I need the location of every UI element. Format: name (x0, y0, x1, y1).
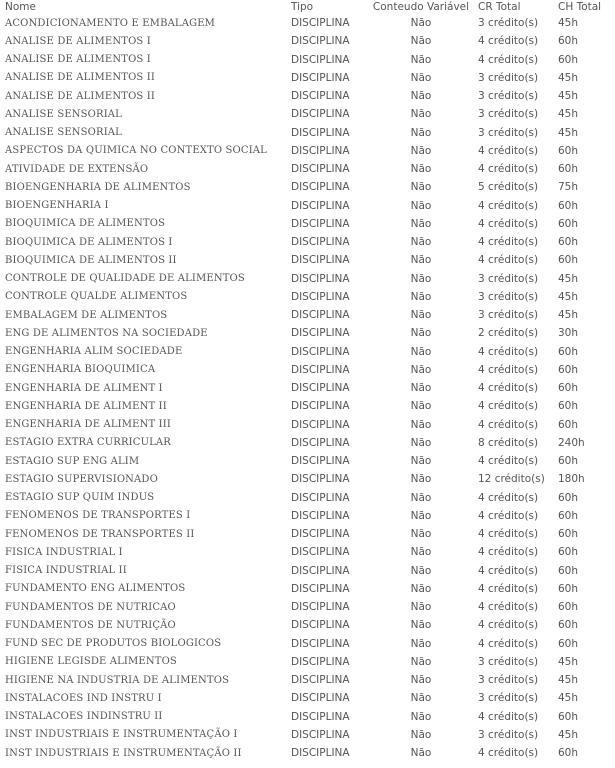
cell-conteudo-variavel: Não (410, 728, 432, 741)
cell-nome: FISICA INDUSTRIAL I (5, 546, 123, 558)
cell-conteudo-variavel: Não (410, 53, 432, 66)
cell-ch-total: 60h (558, 53, 579, 66)
cell-nome: ANALISE DE ALIMENTOS I (5, 35, 151, 47)
table-row (0, 160, 615, 178)
table-row (0, 708, 615, 726)
cell-cr-total: 3 crédito(s) (478, 309, 539, 322)
cell-conteudo-variavel: Não (410, 254, 432, 267)
cell-nome: ACONDICIONAMENTO E EMBALAGEM (5, 17, 216, 29)
cell-tipo: DISCIPLINA (291, 546, 350, 559)
cell-ch-total: 45h (558, 17, 579, 30)
cell-cr-total: 4 crédito(s) (478, 199, 539, 212)
cell-cr-total: 3 crédito(s) (478, 71, 539, 84)
cell-cr-total: 3 crédito(s) (478, 655, 539, 668)
cell-tipo: DISCIPLINA (291, 418, 350, 431)
cell-cr-total: 4 crédito(s) (478, 236, 539, 249)
cell-ch-total: 60h (558, 747, 579, 760)
table-row (0, 288, 615, 306)
cell-cr-total: 4 crédito(s) (478, 400, 539, 413)
cell-cr-total: 3 crédito(s) (478, 108, 539, 121)
cell-tipo: DISCIPLINA (291, 473, 350, 486)
cell-ch-total: 60h (558, 345, 579, 358)
cell-nome: FENOMENOS DE TRANSPORTES I (5, 510, 191, 522)
cell-cr-total: 4 crédito(s) (478, 163, 539, 176)
cell-tipo: DISCIPLINA (291, 455, 350, 468)
cell-ch-total: 45h (558, 126, 579, 139)
cell-conteudo-variavel: Não (410, 655, 432, 668)
column-header-cr-total: CR Total (478, 1, 521, 13)
cell-nome: BIOQUIMICA DE ALIMENTOS I (5, 236, 173, 248)
cell-conteudo-variavel: Não (410, 71, 432, 84)
table-row (0, 452, 615, 470)
cell-nome: FENOMENOS DE TRANSPORTES II (5, 528, 195, 540)
cell-conteudo-variavel: Não (410, 455, 432, 468)
table-row (0, 105, 615, 123)
cell-cr-total: 4 crédito(s) (478, 710, 539, 723)
cell-nome: BIOENGENHARIA I (5, 200, 109, 212)
cell-conteudo-variavel: Não (410, 509, 432, 522)
cell-tipo: DISCIPLINA (291, 582, 350, 595)
cell-tipo: DISCIPLINA (291, 163, 350, 176)
cell-nome: ENGENHARIA BIOQUIMICA (5, 364, 156, 376)
cell-nome: EMBALAGEM DE ALIMENTOS (5, 309, 168, 321)
table-header-row (0, 0, 615, 14)
cell-tipo: DISCIPLINA (291, 254, 350, 267)
cell-cr-total: 3 crédito(s) (478, 692, 539, 705)
cell-tipo: DISCIPLINA (291, 199, 350, 212)
cell-conteudo-variavel: Não (410, 747, 432, 760)
table-row (0, 744, 615, 762)
cell-tipo: DISCIPLINA (291, 382, 350, 395)
table-row (0, 689, 615, 707)
cell-conteudo-variavel: Não (410, 491, 432, 504)
cell-conteudo-variavel: Não (410, 199, 432, 212)
cell-cr-total: 8 crédito(s) (478, 436, 539, 449)
cell-nome: ANALISE DE ALIMENTOS I (5, 54, 151, 66)
cell-ch-total: 45h (558, 728, 579, 741)
cell-cr-total: 3 crédito(s) (478, 674, 539, 687)
table-row (0, 726, 615, 744)
cell-nome: BIOQUIMICA DE ALIMENTOS (5, 218, 166, 230)
table-row (0, 324, 615, 342)
cell-ch-total: 60h (558, 236, 579, 249)
cell-cr-total: 3 crédito(s) (478, 17, 539, 30)
cell-cr-total: 4 crédito(s) (478, 564, 539, 577)
cell-cr-total: 4 crédito(s) (478, 382, 539, 395)
cell-conteudo-variavel: Não (410, 528, 432, 541)
cell-ch-total: 45h (558, 692, 579, 705)
cell-cr-total: 4 crédito(s) (478, 601, 539, 614)
cell-tipo: DISCIPLINA (291, 345, 350, 358)
cell-ch-total: 60h (558, 400, 579, 413)
cell-ch-total: 60h (558, 35, 579, 48)
cell-ch-total: 45h (558, 309, 579, 322)
table-row (0, 14, 615, 32)
table-row (0, 507, 615, 525)
cell-conteudo-variavel: Não (410, 692, 432, 705)
cell-conteudo-variavel: Não (410, 35, 432, 48)
table-row (0, 197, 615, 215)
cell-nome: ANALISE SENSORIAL (5, 127, 122, 139)
table-row (0, 87, 615, 105)
column-header-tipo: Tipo (291, 1, 314, 13)
cell-nome: FUND SEC DE PRODUTOS BIOLOGICOS (5, 638, 222, 650)
cell-conteudo-variavel: Não (410, 436, 432, 449)
cell-tipo: DISCIPLINA (291, 601, 350, 614)
cell-nome: INSTALACOES IND INSTRU I (5, 692, 162, 704)
cell-nome: ANALISE DE ALIMENTOS II (5, 72, 155, 84)
cell-cr-total: 4 crédito(s) (478, 35, 539, 48)
cell-nome: ASPECTOS DA QUIMICA NO CONTEXTO SOCIAL (5, 145, 267, 157)
table-row (0, 470, 615, 488)
column-header-nome: Nome (5, 1, 36, 13)
cell-conteudo-variavel: Não (410, 345, 432, 358)
cell-tipo: DISCIPLINA (291, 309, 350, 322)
cell-nome: ENGENHARIA ALIM SOCIEDADE (5, 346, 183, 358)
cell-cr-total: 3 crédito(s) (478, 272, 539, 285)
cell-cr-total: 4 crédito(s) (478, 491, 539, 504)
cell-ch-total: 30h (558, 327, 579, 340)
cell-ch-total: 60h (558, 582, 579, 595)
table-row (0, 525, 615, 543)
cell-conteudo-variavel: Não (410, 290, 432, 303)
table-body (0, 14, 615, 762)
cell-nome: HIGIENE LEGISDE ALIMENTOS (5, 656, 177, 668)
cell-conteudo-variavel: Não (410, 17, 432, 30)
cell-nome: ESTAGIO SUP QUIM INDUS (5, 492, 155, 504)
table-row (0, 69, 615, 87)
cell-tipo: DISCIPLINA (291, 564, 350, 577)
cell-ch-total: 60h (558, 217, 579, 230)
cell-ch-total: 45h (558, 674, 579, 687)
cell-ch-total: 60h (558, 509, 579, 522)
cell-ch-total: 60h (558, 710, 579, 723)
cell-conteudo-variavel: Não (410, 400, 432, 413)
table-row (0, 306, 615, 324)
cell-cr-total: 12 crédito(s) (478, 473, 545, 486)
cell-ch-total: 60h (558, 144, 579, 157)
cell-conteudo-variavel: Não (410, 637, 432, 650)
cell-ch-total: 60h (558, 619, 579, 632)
cell-conteudo-variavel: Não (410, 619, 432, 632)
cell-ch-total: 60h (558, 546, 579, 559)
table-row (0, 124, 615, 142)
cell-tipo: DISCIPLINA (291, 90, 350, 103)
cell-ch-total: 240h (558, 436, 585, 449)
cell-cr-total: 4 crédito(s) (478, 53, 539, 66)
cell-ch-total: 60h (558, 637, 579, 650)
cell-ch-total: 60h (558, 564, 579, 577)
table-row (0, 397, 615, 415)
cell-conteudo-variavel: Não (410, 601, 432, 614)
cell-tipo: DISCIPLINA (291, 363, 350, 376)
cell-tipo: DISCIPLINA (291, 710, 350, 723)
cell-nome: FUNDAMENTOS DE NUTRIÇÃO (5, 619, 176, 631)
cell-conteudo-variavel: Não (410, 163, 432, 176)
cell-tipo: DISCIPLINA (291, 728, 350, 741)
cell-tipo: DISCIPLINA (291, 217, 350, 230)
cell-nome: CONTROLE QUALDE ALIMENTOS (5, 291, 188, 303)
cell-cr-total: 4 crédito(s) (478, 509, 539, 522)
table-row (0, 562, 615, 580)
cell-tipo: DISCIPLINA (291, 144, 350, 157)
cell-conteudo-variavel: Não (410, 674, 432, 687)
cell-nome: HIGIENE NA INDUSTRIA DE ALIMENTOS (5, 674, 230, 686)
cell-ch-total: 60h (558, 254, 579, 267)
table-row (0, 270, 615, 288)
table-row (0, 489, 615, 507)
cell-nome: ENG DE ALIMENTOS NA SOCIEDADE (5, 327, 208, 339)
column-header-ch-total: CH Total (558, 1, 602, 13)
cell-tipo: DISCIPLINA (291, 619, 350, 632)
cell-conteudo-variavel: Não (410, 272, 432, 285)
cell-cr-total: 4 crédito(s) (478, 418, 539, 431)
cell-tipo: DISCIPLINA (291, 181, 350, 194)
cell-cr-total: 4 crédito(s) (478, 363, 539, 376)
cell-cr-total: 2 crédito(s) (478, 327, 539, 340)
cell-tipo: DISCIPLINA (291, 637, 350, 650)
table-row (0, 142, 615, 160)
cell-tipo: DISCIPLINA (291, 747, 350, 760)
cell-tipo: DISCIPLINA (291, 290, 350, 303)
cell-conteudo-variavel: Não (410, 710, 432, 723)
cell-conteudo-variavel: Não (410, 418, 432, 431)
cell-nome: ENGENHARIA DE ALIMENT II (5, 400, 167, 412)
cell-conteudo-variavel: Não (410, 236, 432, 249)
cell-nome: ENGENHARIA DE ALIMENT I (5, 382, 163, 394)
cell-cr-total: 4 crédito(s) (478, 455, 539, 468)
table-row (0, 434, 615, 452)
table-row (0, 635, 615, 653)
cell-tipo: DISCIPLINA (291, 509, 350, 522)
column-header-conteudo-variavel: Conteudo Variável (372, 1, 470, 13)
cell-nome: ESTAGIO EXTRA CURRICULAR (5, 437, 171, 449)
cell-cr-total: 4 crédito(s) (478, 528, 539, 541)
table-row (0, 32, 615, 50)
cell-nome: INSTALACOES INDINSTRU II (5, 711, 163, 723)
cell-cr-total: 4 crédito(s) (478, 619, 539, 632)
table-row (0, 671, 615, 689)
cell-tipo: DISCIPLINA (291, 491, 350, 504)
cell-nome: ENGENHARIA DE ALIMENT III (5, 419, 171, 431)
cell-nome: CONTROLE DE QUALIDADE DE ALIMENTOS (5, 273, 245, 285)
cell-cr-total: 3 crédito(s) (478, 290, 539, 303)
cell-conteudo-variavel: Não (410, 546, 432, 559)
cell-cr-total: 3 crédito(s) (478, 90, 539, 103)
cell-ch-total: 60h (558, 528, 579, 541)
cell-ch-total: 45h (558, 90, 579, 103)
cell-conteudo-variavel: Não (410, 309, 432, 322)
cell-tipo: DISCIPLINA (291, 692, 350, 705)
cell-ch-total: 45h (558, 272, 579, 285)
cell-cr-total: 4 crédito(s) (478, 637, 539, 650)
cell-tipo: DISCIPLINA (291, 236, 350, 249)
cell-conteudo-variavel: Não (410, 126, 432, 139)
table-row (0, 215, 615, 233)
table-row (0, 251, 615, 269)
cell-nome: ESTAGIO SUP ENG ALIM (5, 455, 140, 467)
table-row (0, 343, 615, 361)
cell-cr-total: 4 crédito(s) (478, 747, 539, 760)
table-row (0, 51, 615, 69)
cell-conteudo-variavel: Não (410, 217, 432, 230)
table-row (0, 361, 615, 379)
cell-ch-total: 45h (558, 108, 579, 121)
cell-cr-total: 4 crédito(s) (478, 254, 539, 267)
cell-conteudo-variavel: Não (410, 181, 432, 194)
cell-cr-total: 4 crédito(s) (478, 217, 539, 230)
cell-tipo: DISCIPLINA (291, 272, 350, 285)
cell-ch-total: 45h (558, 71, 579, 84)
cell-ch-total: 60h (558, 382, 579, 395)
table-row (0, 178, 615, 196)
cell-nome: ATIVIDADE DE EXTENSÃO (5, 163, 149, 175)
cell-cr-total: 3 crédito(s) (478, 728, 539, 741)
cell-ch-total: 60h (558, 418, 579, 431)
cell-cr-total: 3 crédito(s) (478, 126, 539, 139)
cell-tipo: DISCIPLINA (291, 17, 350, 30)
cell-nome: ESTAGIO SUPERVISIONADO (5, 473, 158, 485)
cell-tipo: DISCIPLINA (291, 528, 350, 541)
cell-tipo: DISCIPLINA (291, 108, 350, 121)
cell-ch-total: 60h (558, 163, 579, 176)
cell-tipo: DISCIPLINA (291, 400, 350, 413)
cell-conteudo-variavel: Não (410, 108, 432, 121)
cell-conteudo-variavel: Não (410, 327, 432, 340)
table-row (0, 616, 615, 634)
cell-ch-total: 60h (558, 363, 579, 376)
cell-nome: BIOQUIMICA DE ALIMENTOS II (5, 254, 177, 266)
cell-ch-total: 60h (558, 199, 579, 212)
cell-tipo: DISCIPLINA (291, 53, 350, 66)
cell-conteudo-variavel: Não (410, 90, 432, 103)
cell-nome: ANALISE DE ALIMENTOS II (5, 90, 155, 102)
cell-tipo: DISCIPLINA (291, 71, 350, 84)
table-row (0, 543, 615, 561)
cell-nome: ANALISE SENSORIAL (5, 108, 122, 120)
table-row (0, 653, 615, 671)
cell-tipo: DISCIPLINA (291, 35, 350, 48)
cell-cr-total: 4 crédito(s) (478, 546, 539, 559)
cell-ch-total: 60h (558, 491, 579, 504)
table-row (0, 580, 615, 598)
cell-ch-total: 75h (558, 181, 579, 194)
cell-cr-total: 4 crédito(s) (478, 582, 539, 595)
cell-cr-total: 5 crédito(s) (478, 181, 539, 194)
cell-ch-total: 60h (558, 601, 579, 614)
cell-nome: FUNDAMENTO ENG ALIMENTOS (5, 583, 186, 595)
cell-nome: FISICA INDUSTRIAL II (5, 565, 127, 577)
table-row (0, 416, 615, 434)
cell-conteudo-variavel: Não (410, 473, 432, 486)
cell-conteudo-variavel: Não (410, 382, 432, 395)
cell-conteudo-variavel: Não (410, 582, 432, 595)
cell-nome: BIOENGENHARIA DE ALIMENTOS (5, 181, 191, 193)
cell-conteudo-variavel: Não (410, 564, 432, 577)
cell-cr-total: 4 crédito(s) (478, 144, 539, 157)
cell-tipo: DISCIPLINA (291, 674, 350, 687)
cell-ch-total: 45h (558, 655, 579, 668)
cell-tipo: DISCIPLINA (291, 327, 350, 340)
cell-tipo: DISCIPLINA (291, 436, 350, 449)
cell-conteudo-variavel: Não (410, 363, 432, 376)
cell-conteudo-variavel: Não (410, 144, 432, 157)
cell-nome: INST INDUSTRIAIS E INSTRUMENTAÇÃO II (5, 747, 242, 759)
table-row (0, 598, 615, 616)
table-row (0, 379, 615, 397)
cell-cr-total: 4 crédito(s) (478, 345, 539, 358)
cell-ch-total: 60h (558, 455, 579, 468)
cell-tipo: DISCIPLINA (291, 126, 350, 139)
cell-ch-total: 180h (558, 473, 585, 486)
cell-ch-total: 45h (558, 290, 579, 303)
cell-tipo: DISCIPLINA (291, 655, 350, 668)
cell-nome: INST INDUSTRIAIS E INSTRUMENTAÇÃO I (5, 729, 238, 741)
cell-nome: FUNDAMENTOS DE NUTRICAO (5, 601, 176, 613)
table-row (0, 233, 615, 251)
